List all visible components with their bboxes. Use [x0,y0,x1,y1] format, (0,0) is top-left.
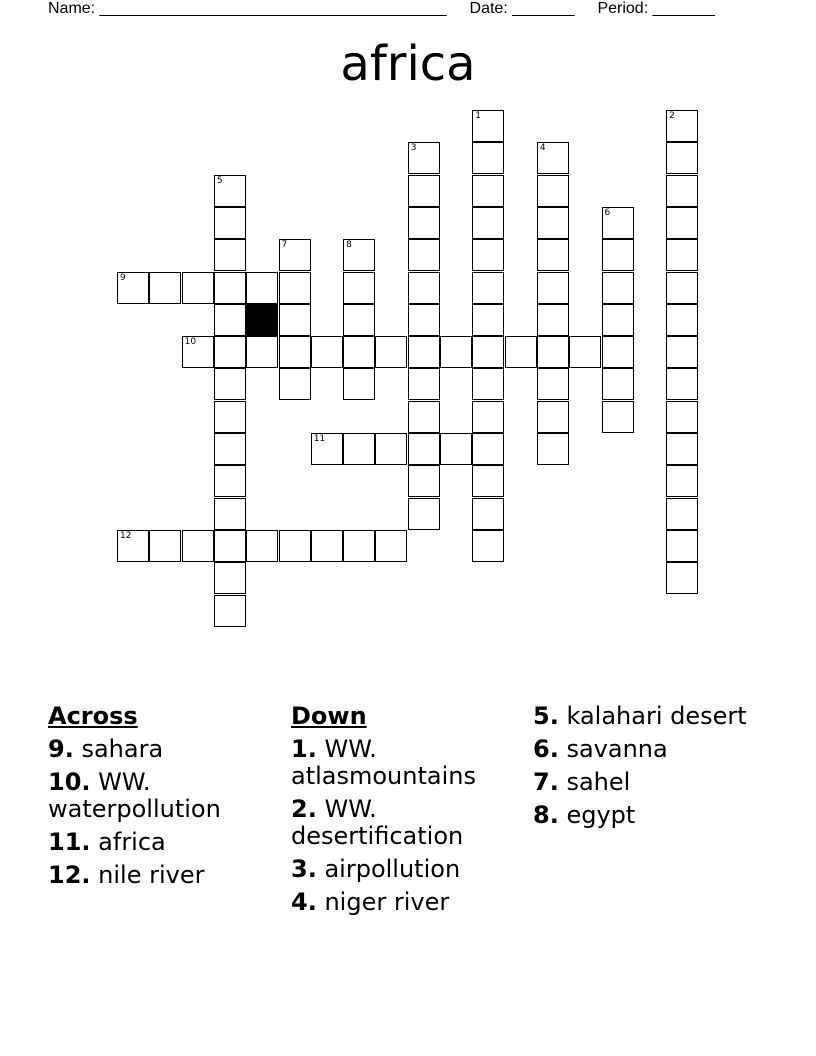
cell-number: 4 [539,143,546,154]
across-clue-9: 9. sahara [48,735,164,763]
grid-cell[interactable] [537,175,569,207]
grid-cell[interactable] [472,465,504,497]
grid-cell[interactable] [666,368,698,400]
grid-block-cell [246,304,278,336]
grid-cell[interactable] [246,530,278,562]
grid-cell[interactable] [602,401,634,433]
across-clue-10: 10. WW. waterpollution [48,768,221,823]
grid-cell[interactable] [279,530,311,562]
grid-cell[interactable] [214,465,246,497]
grid-cell[interactable] [472,530,504,562]
cell-number: 1 [475,111,482,121]
grid-cell[interactable] [279,272,311,304]
grid-cell[interactable] [343,433,375,465]
grid-cell[interactable] [537,272,569,304]
grid-cell[interactable] [343,272,375,304]
grid-cell[interactable] [569,336,601,368]
down-clue-3: 3. airpollution [291,855,461,883]
date-line[interactable]: _______ [512,0,575,17]
grid-cell[interactable] [666,562,698,594]
grid-cell[interactable] [408,175,440,207]
grid-cell[interactable] [311,433,343,465]
grid-cell[interactable] [311,336,343,368]
grid-cell[interactable] [472,433,504,465]
grid-cell[interactable] [375,530,407,562]
grid-cell[interactable] [375,336,407,368]
grid-cell[interactable] [214,175,246,207]
cell-number: 2 [669,111,675,121]
grid-cell[interactable] [537,401,569,433]
cell-number: 11 [313,434,326,444]
down-clue-1: 1. WW. atlasmountains [291,735,476,790]
grid-cell[interactable] [666,433,698,465]
grid-cell[interactable] [602,304,634,336]
grid-cell[interactable] [246,336,278,368]
cell-number: 12 [120,530,132,541]
grid-cell[interactable] [666,530,698,562]
grid-cell[interactable] [408,498,440,530]
grid-cell[interactable] [214,304,246,336]
down-clue-5: 5. kalahari desert [533,702,747,730]
grid-cell[interactable] [602,272,634,304]
grid-cell[interactable] [440,336,472,368]
cell-number: 9 [120,272,126,283]
grid-cell[interactable] [117,272,149,304]
grid-cell[interactable] [408,207,440,239]
grid-cell[interactable] [408,433,440,465]
grid-cell[interactable] [182,336,214,368]
grid-cell[interactable] [408,368,440,400]
grid-cell[interactable] [279,304,311,336]
grid-cell[interactable] [408,304,440,336]
grid-cell[interactable] [602,368,634,400]
grid-cell[interactable] [214,595,246,627]
period-label: Period: [597,0,649,17]
grid-cell[interactable] [666,401,698,433]
grid-cell[interactable] [602,336,634,368]
grid-cell[interactable] [472,336,504,368]
grid-cell[interactable] [666,498,698,530]
grid-cell[interactable] [472,239,504,271]
grid-cell[interactable] [537,304,569,336]
grid-cell[interactable] [343,336,375,368]
grid-cell[interactable] [279,336,311,368]
period-line[interactable]: _______ [652,0,715,17]
grid-cell[interactable] [214,401,246,433]
grid-cell[interactable] [666,465,698,497]
grid-cell[interactable] [214,272,246,304]
grid-cell[interactable] [472,175,504,207]
cell-number: 5 [216,175,223,186]
grid-cell[interactable] [666,207,698,239]
across-column [48,703,278,895]
cell-number: 8 [346,240,352,251]
grid-cell[interactable] [472,401,504,433]
across-clue-11: 11. africa [48,828,166,856]
grid-cell[interactable] [214,239,246,271]
grid-cell[interactable] [343,239,375,271]
grid-cell[interactable] [472,142,504,174]
grid-cell[interactable] [408,239,440,271]
grid-cell[interactable] [408,465,440,497]
grid-cell[interactable] [279,239,311,271]
grid-cell[interactable] [666,142,698,174]
down-column-2 [533,703,763,835]
down-heading: Down [291,702,367,730]
grid-cell[interactable] [537,207,569,239]
grid-cell[interactable] [472,368,504,400]
grid-cell[interactable] [537,142,569,174]
grid-cell[interactable] [343,304,375,336]
grid-cell[interactable] [214,368,246,400]
grid-cell[interactable] [472,110,504,142]
grid-cell[interactable] [117,530,149,562]
grid-cell[interactable] [246,272,278,304]
grid-cell[interactable] [666,272,698,304]
grid-cell[interactable] [472,498,504,530]
grid-cell[interactable] [182,530,214,562]
grid-cell[interactable] [279,368,311,400]
cell-number: 10 [184,337,197,348]
grid-cell[interactable] [149,272,181,304]
grid-cell[interactable] [537,368,569,400]
grid-cell[interactable] [408,401,440,433]
grid-cell[interactable] [214,433,246,465]
grid-cell[interactable] [214,530,246,562]
grid-cell[interactable] [472,304,504,336]
grid-cell[interactable] [440,433,472,465]
grid-cell[interactable] [408,272,440,304]
date-label: Date: [469,0,508,17]
grid-cell[interactable] [602,239,634,271]
grid-cell[interactable] [505,336,537,368]
name-label: Name: [48,0,96,17]
grid-cell[interactable] [408,142,440,174]
grid-cell[interactable] [537,336,569,368]
down-clue-6: 6. savanna [533,735,668,763]
down-clue-2: 2. WW. desertification [291,795,464,850]
grid-cell[interactable] [472,207,504,239]
grid-cell[interactable] [666,110,698,142]
grid-cell[interactable] [537,433,569,465]
grid-cell[interactable] [149,530,181,562]
across-clue-12: 12. nile river [48,861,205,889]
down-column-1 [291,703,521,922]
across-heading: Across [48,702,138,730]
cell-number: 6 [604,207,611,218]
grid-cell[interactable] [311,530,343,562]
grid-cell[interactable] [408,336,440,368]
down-clue-7: 7. sahel [533,768,631,796]
grid-cell[interactable] [666,239,698,271]
grid-cell[interactable] [214,562,246,594]
down-clue-4: 4. niger river [291,888,450,916]
grid-cell[interactable] [666,304,698,336]
grid-cell[interactable] [666,336,698,368]
grid-cell[interactable] [214,207,246,239]
down-clue-8: 8. egypt [533,801,636,829]
puzzle-title: africa [340,36,476,92]
grid-cell[interactable] [537,239,569,271]
cell-number: 7 [281,240,288,251]
grid-cell[interactable] [343,530,375,562]
name-line[interactable]: _______________________________________ [99,0,447,17]
grid-cell[interactable] [214,336,246,368]
grid-cell[interactable] [343,368,375,400]
grid-cell[interactable] [602,207,634,239]
grid-cell[interactable] [182,272,214,304]
grid-cell[interactable] [375,433,407,465]
grid-cell[interactable] [214,498,246,530]
grid-cell[interactable] [472,272,504,304]
cell-number: 3 [410,143,417,154]
grid-cell[interactable] [666,175,698,207]
